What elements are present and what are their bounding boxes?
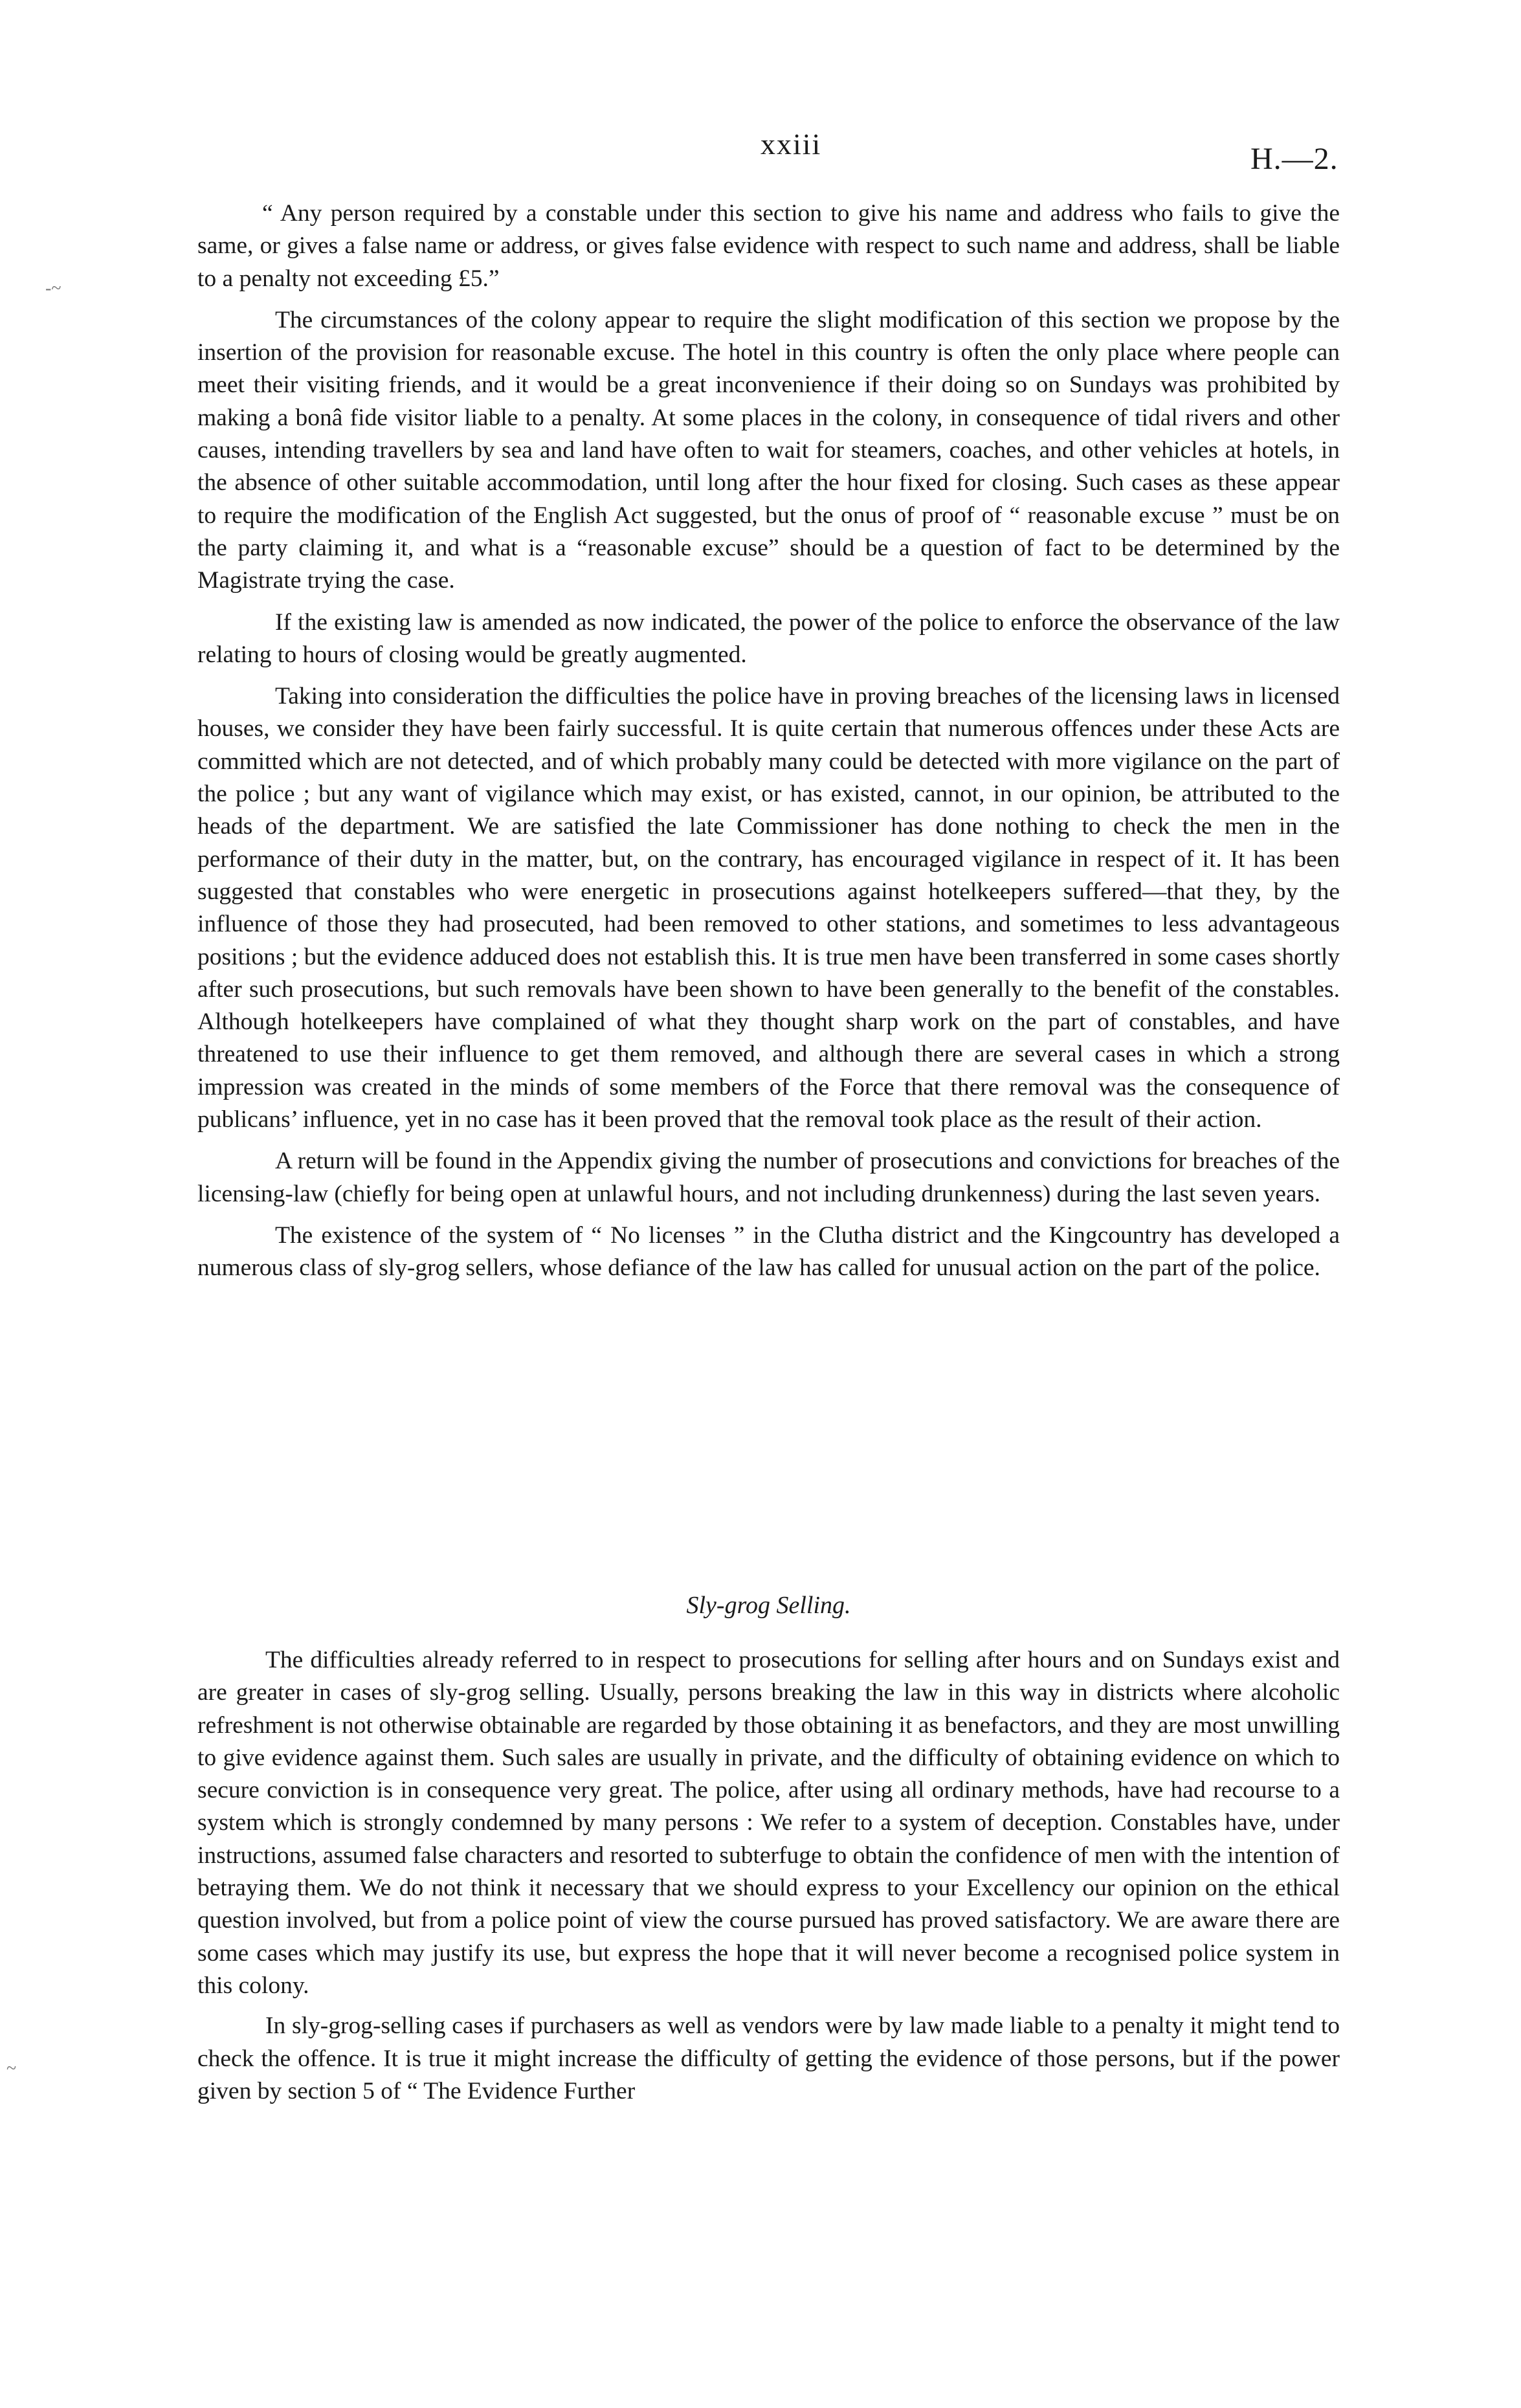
document-reference: H.—2. — [1250, 142, 1338, 176]
paragraph: If the existing law is amended as now indicated, the power of the police to enforce the observance of the law relating to hours of closing would be greatly augmented. — [197, 608, 1340, 668]
section-body-text — [197, 1644, 1340, 2108]
paragraph: In sly-grog-selling cases if purchasers as well as vendors were by law made liable to a penalty it might tend to check the offence. It is true it might increase the difficulty of getting the evidence of those persons, but if the power given by section 5 of “ The Evidence Further — [197, 2012, 1340, 2104]
paragraph: The difficulties already referred to in respect to prosecutions for selling after hours and on Sundays exist and are greater in cases of sly-grog selling. Usually, persons breaking the law in this way in districts where alcoholic refreshment is not otherwise obtainable are regarded by those obtaining it as benefactors, and they are most unwilling to give evidence against them. Such sales are usually in private, and the difficulty of obtaining evidence on which to secure conviction is in consequence very great. The police, after using all ordinary methods, have had recourse to a system which is strongly condemned by many persons : We refer to a system of deception. Constables have, under instructions, assumed false characters and resorted to subterfuge to obtain the confidence of men with the intention of betraying them. We do not think it necessary that we should express to your Excellency our opinion on the ethical question involved, but from a police point of view the course pursued has proved satisfactory. We are aware there are some cases which may justify its use, but express the hope that it will never become a recognised police system in this colony. — [197, 1647, 1340, 1999]
paragraph: A return will be found in the Appendix giving the number of prosecutions and convictions for breaches of the licensing-law (chiefly for being open at unlawful hours, and not including drunkenness) during the last seven years. — [197, 1148, 1340, 1207]
paragraph: The circumstances of the colony appear to require the slight modification of this section we propose by the insertion of the provision for reasonable excuse. The hotel in this country is often the only place where people can meet their visiting friends, and it would be a great inconvenience if their doing so on Sundays was prohibited by making a bonâ fide visitor liable to a penalty. At some places in the colony, in consequence of tidal rivers and other causes, intending travellers by sea and land have often to wait for steamers, coaches, and other vehicles at hotels, in the absence of other suitable accommodation, until long after the hour fixed for closing. Such cases as these appear to require the modification of the English Act suggested, but the onus of proof of “ reasonable excuse ” must be on the party claiming it, and what is a “reasonable excuse” should be a question of fact to be determined by the Magistrate trying the case. — [197, 306, 1340, 594]
paragraph: The existence of the system of “ No licenses ” in the Clutha district and the Kingcountry has developed a numerous class of sly-grog sellers, whose defiance of the law has called for unusual action on the part of the police. — [197, 1221, 1340, 1282]
paragraph: Taking into consideration the difficulties the police have in proving breaches of the licensing laws in licensed houses, we consider they have been fairly successful. It is quite certain that numerous offences under these Acts are committed which are not detected, and of which probably many could be detected with more vigilance on the part of the police ; but any want of vigilance which may exist, or has existed, cannot, in our opinion, be attributed to the heads of the department. We are satisfied the late Commissioner has done nothing to check the men in the performance of their duty in the matter, but, on the contrary, has encouraged vigilance in respect of it. It has been suggested that constables who were energetic in prosecutions against hotelkeepers suffered—that they, by the influence of those they had prosecuted, had been removed to other stations, and sometimes to less advantageous positions ; but the evidence adduced does not establish this. It is true men have been transferred in some cases shortly after such prosecutions, but such removals have been shown to have been generally to the benefit of the constables. Although hotelkeepers have complained of what they thought sharp work on the part of constables, and have threatened to use their influence to get them removed, and although there are several cases in which a strong impression was created in the minds of some members of the Force that there removal was the consequence of publicans’ influence, yet in no case has it been proved that the removal took place as the result of their action. — [197, 683, 1340, 1133]
page-number: xxiii — [760, 128, 822, 161]
body-text — [197, 197, 1340, 1285]
section-heading: Sly-grog Selling. — [686, 1592, 851, 1619]
margin-mark: ~ — [6, 2058, 17, 2079]
paragraph: “ Any person required by a constable under this section to give his name and address who fails to give the same, or gives a false name or address, or gives false evidence with respect to such name and address, shall be liable to a penalty not exceeding £5.” — [197, 200, 1340, 292]
margin-mark: -~ — [45, 278, 61, 298]
